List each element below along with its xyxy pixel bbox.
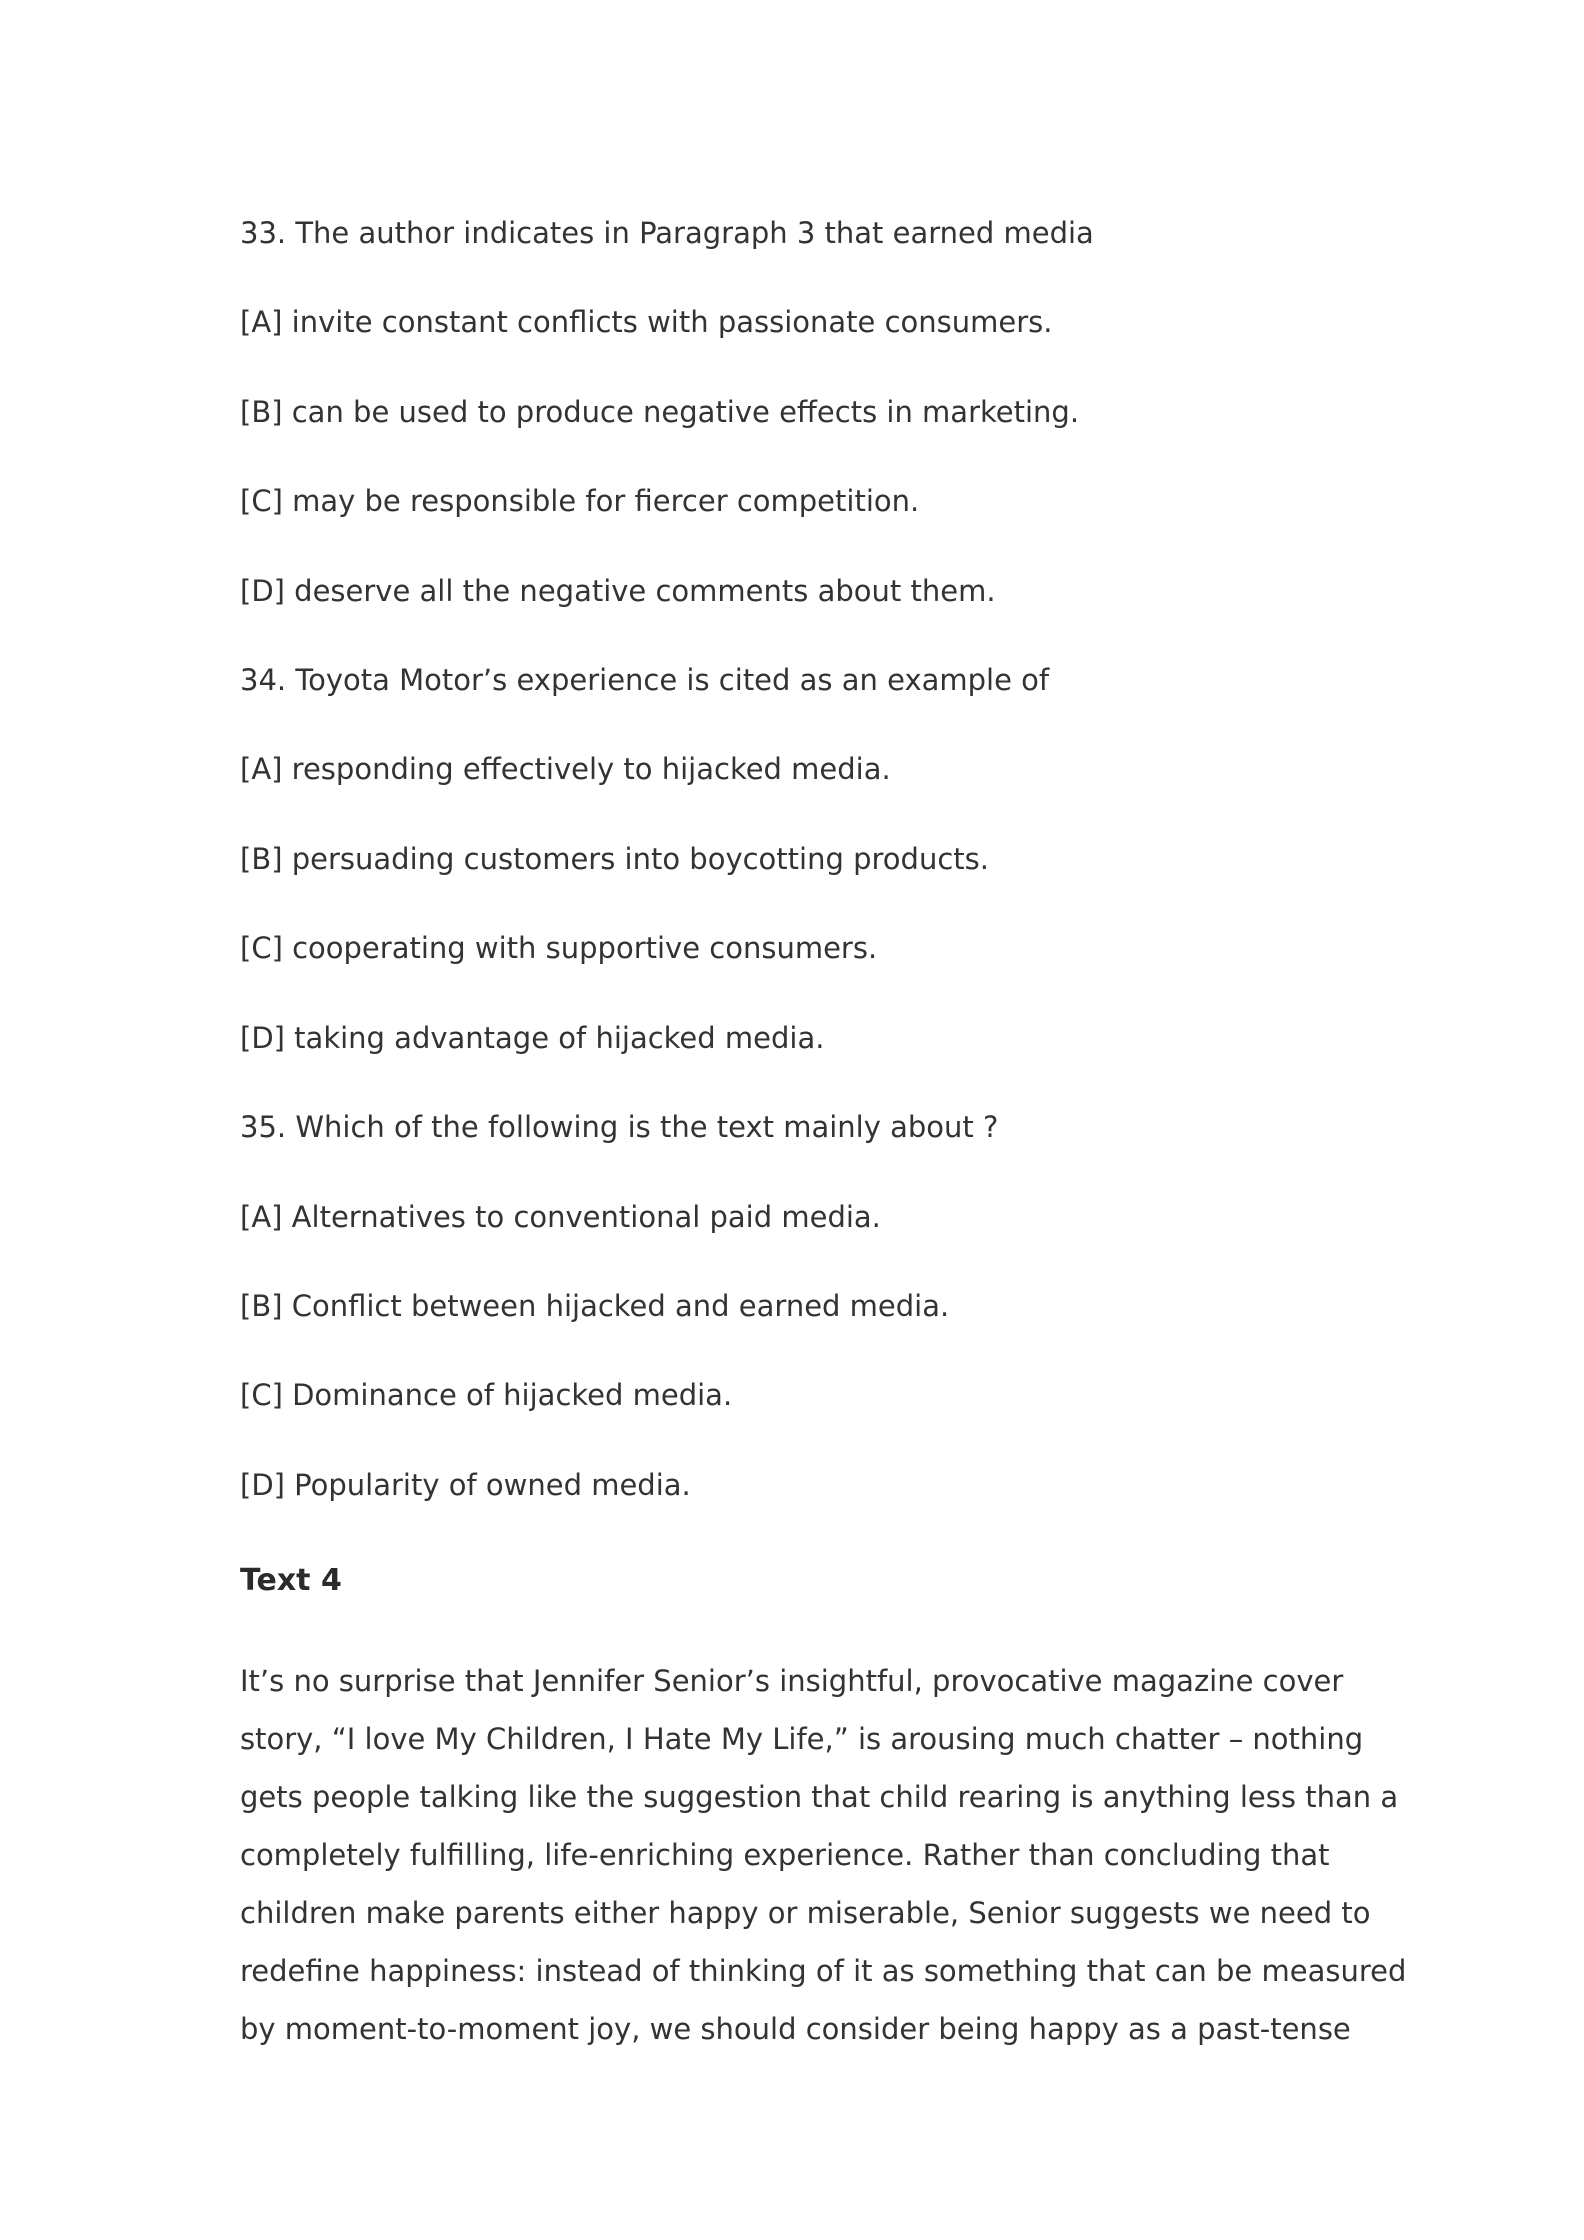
question-35-option-c: [C] Dominance of hijacked media. [240,1378,733,1412]
question-34-option-a: [A] responding effectively to hijacked media. [240,752,891,786]
question-33-option-b: [B] can be used to produce negative effects in marketing. [240,395,1080,429]
question-34-stem: 34. Toyota Motor’s experience is cited as an example of [240,663,1050,697]
paragraph-line: story, “I love My Children, I Hate My Life,” is arousing much chatter – nothing [240,1722,1364,1756]
question-33-stem: 33. The author indicates in Paragraph 3 that earned media [240,216,1094,250]
question-33-option-a: [A] invite constant conflicts with passionate consumers. [240,305,1053,339]
paragraph-line: gets people talking like the suggestion that child rearing is anything less than a [240,1780,1399,1814]
passage-paragraph [240,1652,1407,2058]
paragraph-line: completely fulfilling, life-enriching experience. Rather than concluding that [240,1838,1330,1872]
paragraph-line: redefine happiness: instead of thinking of it as something that can be measured [240,1954,1407,1988]
question-34-option-c: [C] cooperating with supportive consumers. [240,931,878,965]
question-34-option-b: [B] persuading customers into boycotting products. [240,842,989,876]
question-34-option-d: [D] taking advantage of hijacked media. [240,1021,825,1055]
document-page [240,0,1407,2240]
question-35-stem: 35. Which of the following is the text mainly about ? [240,1110,999,1144]
paragraph-line: It’s no surprise that Jennifer Senior’s insightful, provocative magazine cover [240,1664,1344,1698]
question-35-option-a: [A] Alternatives to conventional paid media. [240,1200,881,1234]
question-33-option-d: [D] deserve all the negative comments about them. [240,574,996,608]
question-33-option-c: [C] may be responsible for fiercer competition. [240,484,920,518]
question-35-option-b: [B] Conflict between hijacked and earned media. [240,1289,950,1323]
section-title: Text 4 [240,1563,342,1598]
paragraph-line: children make parents either happy or miserable, Senior suggests we need to [240,1896,1371,1930]
paragraph-line: by moment-to-moment joy, we should consider being happy as a past-tense [240,2012,1351,2046]
question-35-option-d: [D] Popularity of owned media. [240,1468,691,1502]
